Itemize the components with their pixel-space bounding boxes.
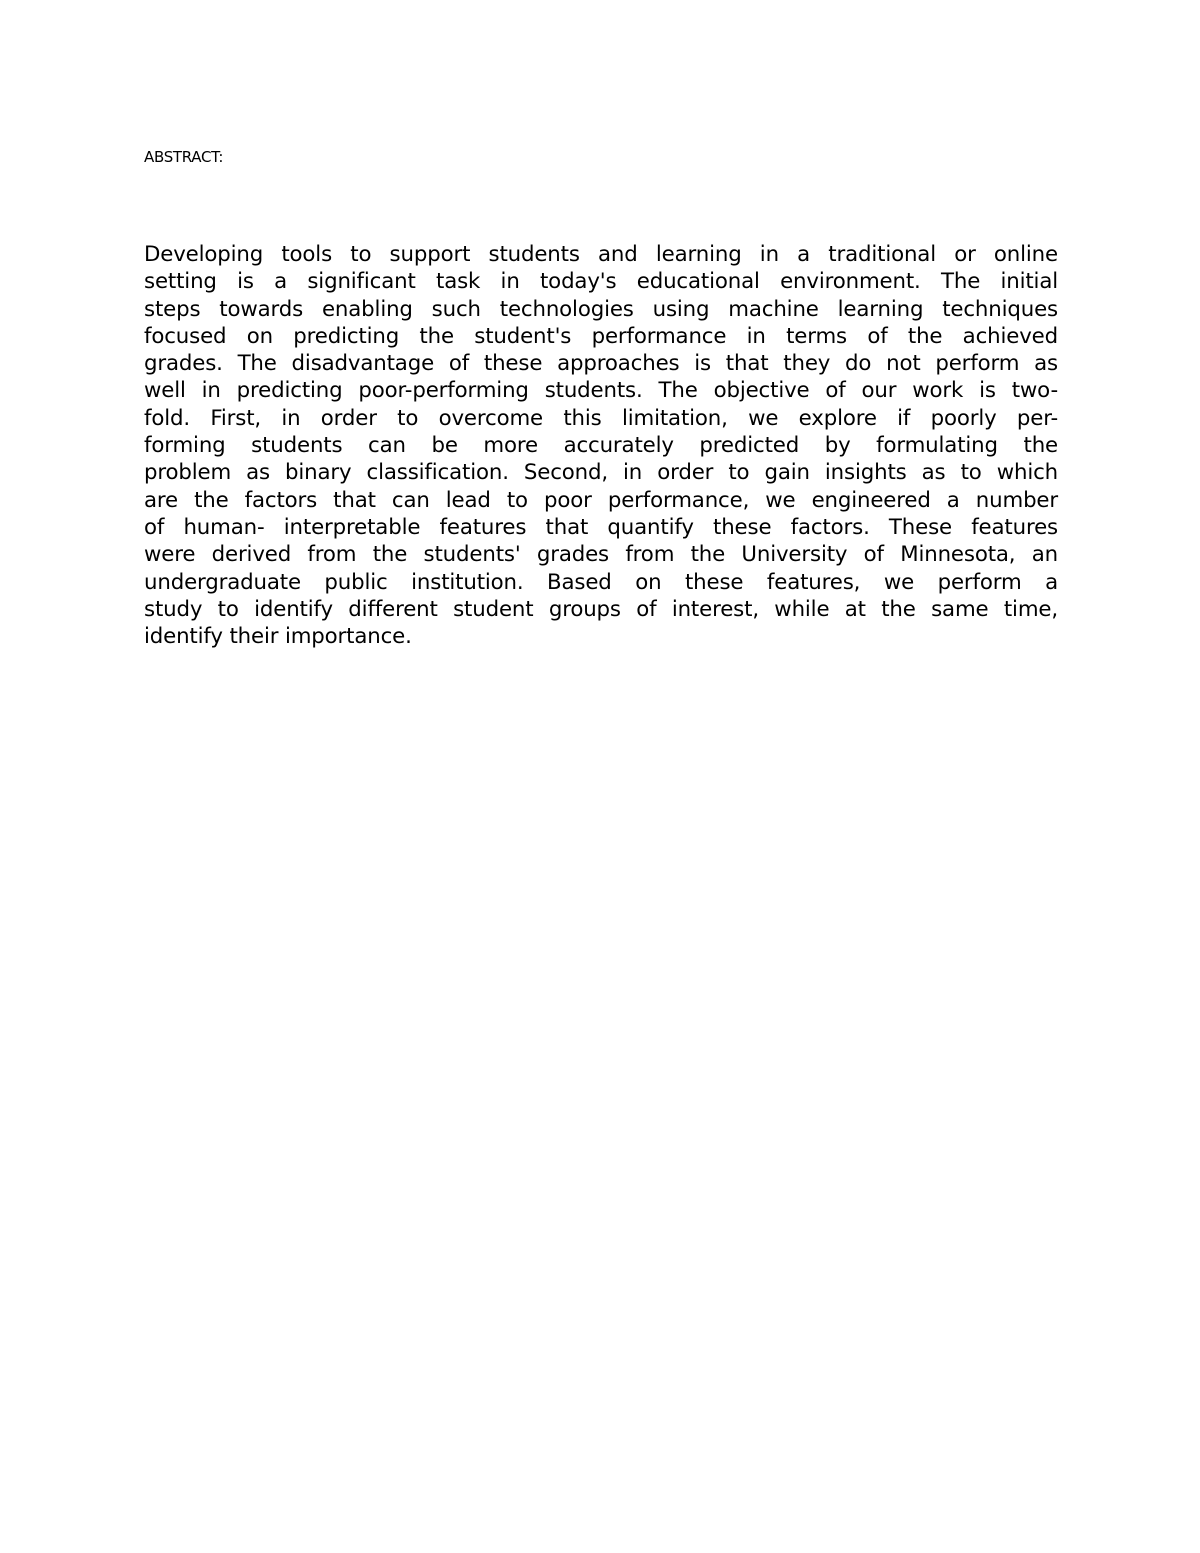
abstract-line: focused on predicting the student's performance in terms of the achieved <box>144 323 1058 349</box>
abstract-line: are the factors that can lead to poor performance, we engineered a number <box>144 487 1058 513</box>
abstract-line: fold. First, in order to overcome this limitation, we explore if poorly per- <box>144 405 1058 431</box>
abstract-line: well in predicting poor-performing students. The objective of our work is two- <box>144 378 1058 404</box>
abstract-line: Developing tools to support students and learning in a traditional or online <box>144 242 1058 267</box>
abstract-line: study to identify different student groups of interest, while at the same time, <box>144 596 1058 622</box>
abstract-line: forming students can be more accurately predicted by formulating the <box>144 433 1058 459</box>
abstract-line: grades. The disadvantage of these approaches is that they do not perform as <box>144 351 1058 377</box>
abstract-heading: ABSTRACT: <box>144 148 224 166</box>
abstract-line: steps towards enabling such technologies using machine learning techniques <box>144 296 1058 322</box>
abstract-line: problem as binary classification. Second, in order to gain insights as to which <box>144 460 1058 486</box>
abstract-line: were derived from the students' grades from the University of Minnesota, an <box>144 542 1058 568</box>
abstract-body <box>144 241 1058 650</box>
abstract-line: identify their importance. <box>144 624 412 650</box>
abstract-line: of human- interpretable features that quantify these factors. These features <box>144 514 1058 540</box>
abstract-line: setting is a significant task in today's educational environment. The initial <box>144 269 1058 295</box>
abstract-line: undergraduate public institution. Based on these features, we perform a <box>144 569 1058 595</box>
